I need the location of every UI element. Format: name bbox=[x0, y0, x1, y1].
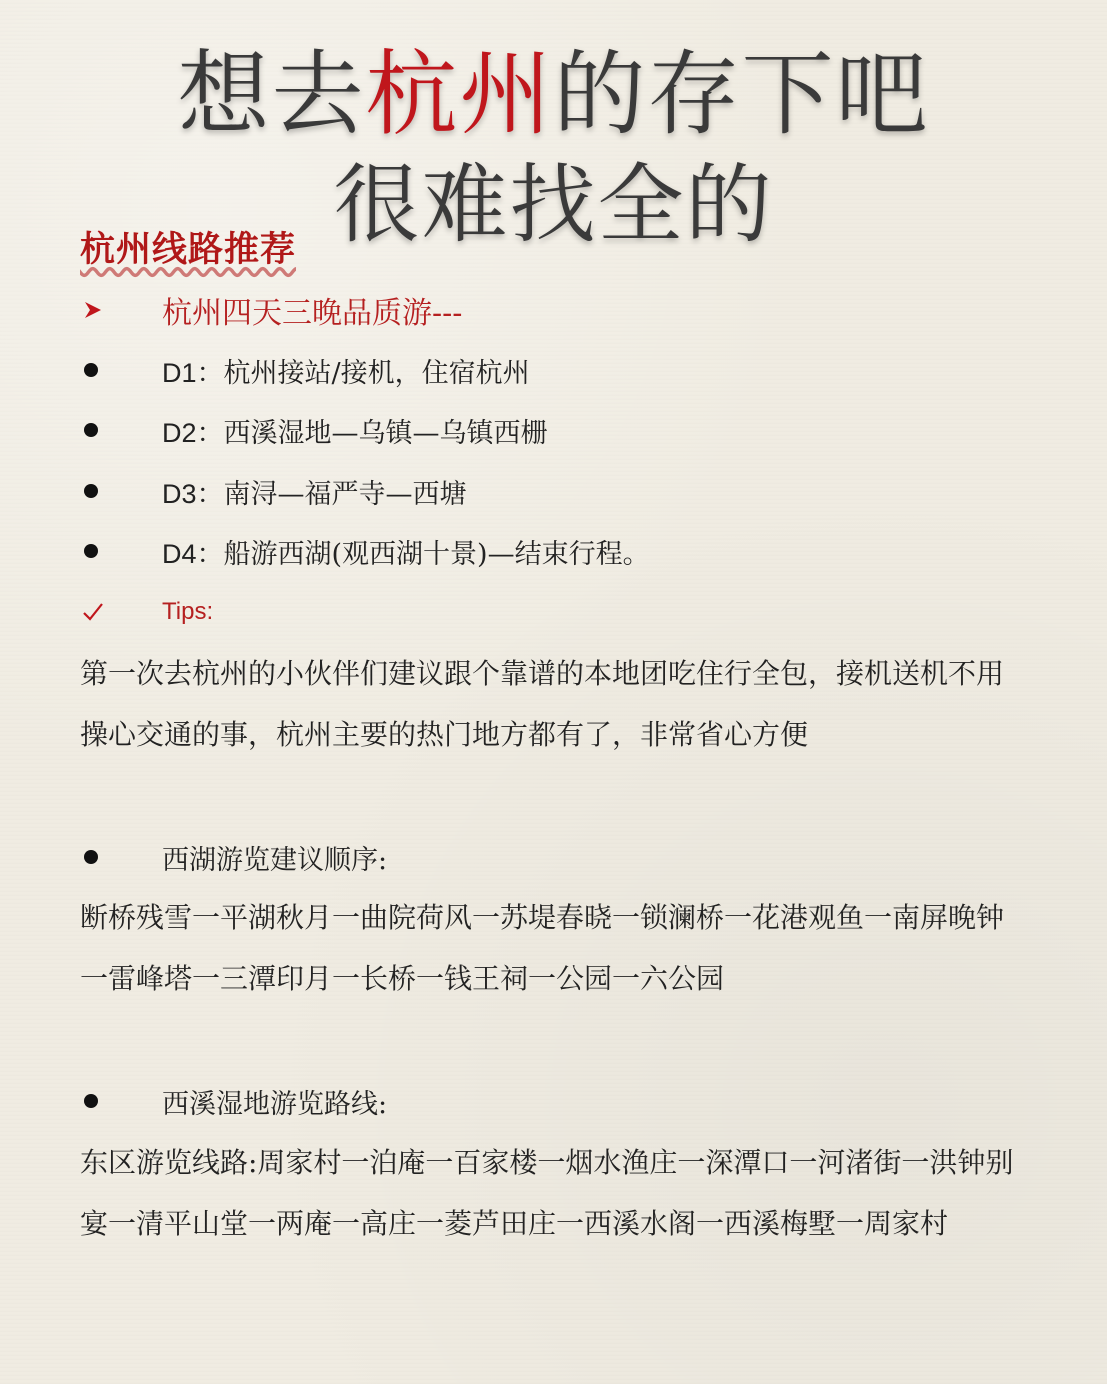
day-code: D2 bbox=[162, 417, 197, 448]
xixi-paragraph: 东区游览线路:周家村一泊庵一百家楼一烟水渔庄一深潭口一河渚街一洪钟别宴一清平山堂一两庵一高庄一菱芦田庄一西溪水阁一西溪梅墅一周家村 bbox=[80, 1146, 1014, 1240]
day-text: ：船游西湖(观西湖十景)—结束行程。 bbox=[196, 538, 650, 570]
bullet-icon bbox=[84, 423, 98, 437]
bullet-icon bbox=[84, 1094, 98, 1108]
day-code: D3 bbox=[162, 478, 197, 509]
page-title-line1 bbox=[0, 40, 1107, 150]
day-row bbox=[80, 405, 548, 455]
xixi-heading-row bbox=[80, 1076, 387, 1126]
day-text: ：南浔—福严寺—西塘 bbox=[196, 478, 467, 510]
route-row bbox=[80, 285, 462, 335]
page-title-line2: 很难找全的 bbox=[333, 155, 774, 255]
tips-row bbox=[80, 587, 213, 637]
arrow-icon bbox=[82, 299, 104, 321]
xixi-heading: 西溪湿地游览路线: bbox=[162, 1088, 388, 1120]
route-name: 杭州四天三晚品质游--- bbox=[162, 296, 463, 331]
tips-label: Tips: bbox=[162, 598, 214, 625]
day-row bbox=[80, 345, 530, 395]
day-code: D1 bbox=[162, 357, 197, 388]
day-code: D4 bbox=[162, 538, 197, 569]
title-suffix: 的存下吧 bbox=[553, 41, 930, 148]
bullet-icon bbox=[84, 363, 98, 377]
bullet-icon bbox=[84, 850, 98, 864]
day-row bbox=[80, 526, 650, 576]
day-row bbox=[80, 466, 467, 516]
day-text: ：杭州接站/接机，住宿杭州 bbox=[196, 357, 530, 389]
title-prefix: 想去 bbox=[177, 41, 366, 148]
bullet-icon bbox=[84, 544, 98, 558]
day-text: ：西溪湿地—乌镇—乌镇西栅 bbox=[196, 417, 548, 449]
bullet-icon bbox=[84, 484, 98, 498]
westlake-paragraph: 断桥残雪一平湖秋月一曲院荷风一苏堤春晓一锁澜桥一花港观鱼一南屏晚钟一雷峰塔一三潭印月一长桥一钱王祠一公园一六公园 bbox=[80, 901, 1005, 995]
tips-paragraph: 第一次去杭州的小伙伴们建议跟个靠谱的本地团吃住行全包，接机送机不用操心交通的事，杭州主要的热门地方都有了，非常省心方便 bbox=[80, 657, 1005, 751]
title-highlight: 杭州 bbox=[365, 41, 554, 148]
westlake-heading: 西湖游览建议顺序: bbox=[162, 844, 388, 876]
westlake-heading-row bbox=[80, 832, 387, 882]
section-heading: 杭州线路推荐 bbox=[80, 229, 297, 270]
check-icon bbox=[82, 601, 104, 623]
